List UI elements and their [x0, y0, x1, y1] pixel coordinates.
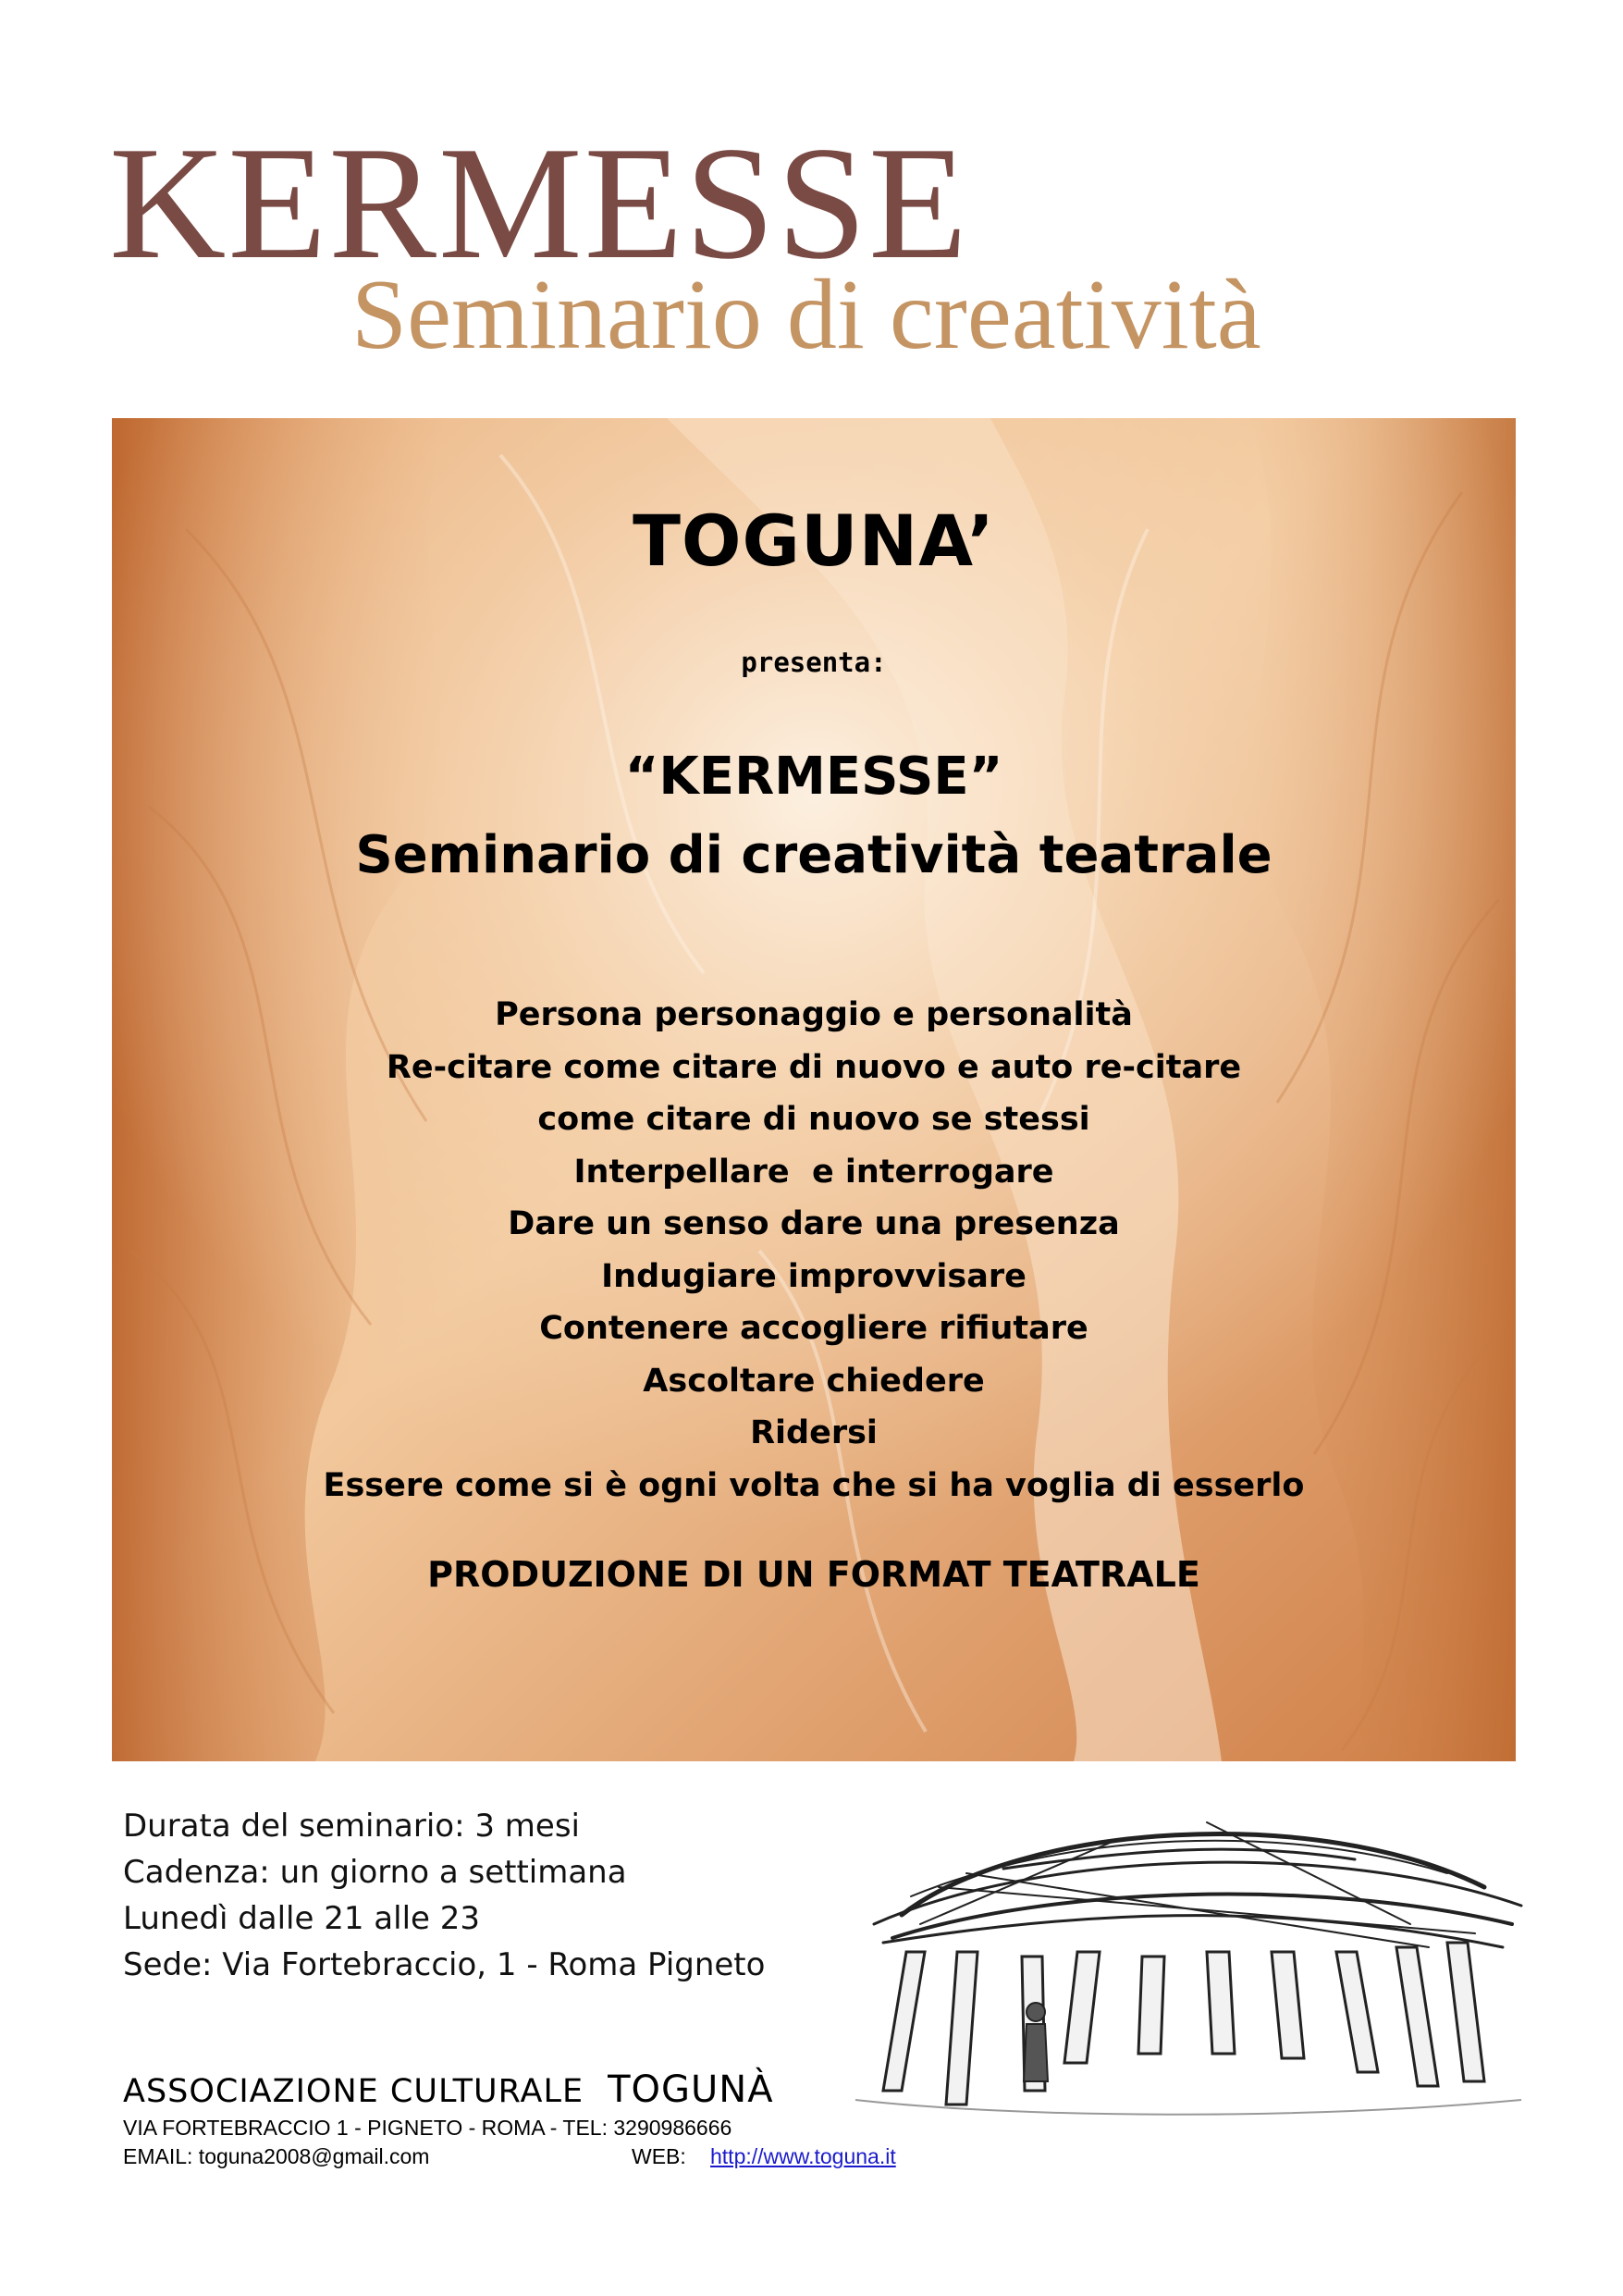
produzione-line: PRODUZIONE DI UN FORMAT TEATRALE [427, 1554, 1200, 1595]
association-name: TOGUNÀ [608, 2068, 774, 2111]
info-durata: Durata del seminario: 3 mesi [123, 1808, 580, 1845]
presenta-text: presenta: [741, 647, 887, 678]
topic-item: Indugiare improvvisare [601, 1257, 1027, 1295]
website-link[interactable]: http://www.toguna.it [710, 2144, 896, 2168]
contact-row [123, 2144, 896, 2169]
poster-title: KERMESSE [109, 113, 970, 292]
canyon-panel [112, 418, 1516, 1761]
association-line [123, 2068, 774, 2111]
info-cadenza: Cadenza: un giorno a settimana [123, 1854, 627, 1891]
topic-item: Dare un senso dare una presenza [508, 1205, 1120, 1242]
info-sede: Sede: Via Fortebraccio, 1 - Roma Pigneto [123, 1946, 766, 1983]
toguna-hut-illustration [837, 1785, 1531, 2137]
info-orario: Lunedì dalle 21 alle 23 [123, 1900, 481, 1937]
topic-item: Persona personaggio e personalità [495, 996, 1133, 1033]
topic-item: Contenere accogliere rifiutare [539, 1310, 1088, 1347]
topic-item: Ridersi [750, 1414, 878, 1451]
topic-item: Re-citare come citare di nuovo e auto re-citare [386, 1048, 1242, 1086]
contact-address: VIA FORTEBRACCIO 1 - PIGNETO - ROMA - TEL: 3290986666 [123, 2116, 732, 2140]
poster-subtitle: Seminario di creatività [351, 260, 1261, 370]
kermesse-quote-title: “KERMESSE” [624, 747, 1003, 807]
topics-list [112, 989, 1516, 1512]
toguna-heading: TOGUNA’ [633, 500, 995, 582]
contact-web-label: WEB: [632, 2144, 686, 2168]
topic-item: Interpellare e interrogare [573, 1153, 1054, 1191]
contact-email: EMAIL: toguna2008@gmail.com [123, 2144, 430, 2168]
association-label: ASSOCIAZIONE CULTURALE [123, 2073, 584, 2110]
topic-item: come citare di nuovo se stessi [537, 1101, 1090, 1138]
topic-item: Ascoltare chiedere [643, 1362, 985, 1400]
topic-item: Essere come si è ogni volta che si ha voglia di esserlo [323, 1466, 1305, 1504]
seminario-subtitle: Seminario di creatività teatrale [355, 825, 1273, 885]
